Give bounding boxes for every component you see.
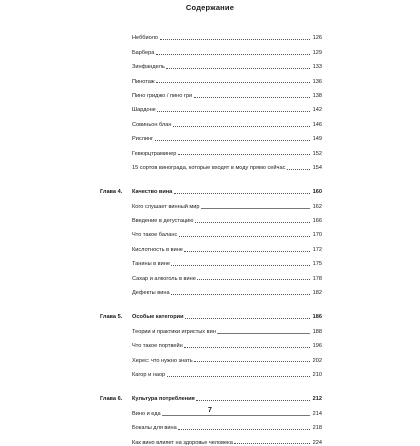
toc-chapter-title: Особые категории [132,314,184,321]
toc-entry-page: 175 [312,261,322,268]
page-number: 7 [208,407,212,414]
toc-entry-title: Как вино влияет на здоровье человека [132,439,233,446]
toc-leader [217,333,309,334]
toc-entry [100,85,322,99]
toc-entry-title: Кислотность в вине [132,246,183,253]
toc-leader [174,193,310,194]
toc-leader [173,126,310,127]
toc-leader [184,251,309,252]
toc-chapter-page: 212 [312,396,322,403]
toc-leader [178,154,310,155]
toc-leader [171,265,309,266]
toc-leader [201,208,309,209]
toc-entry-page: 146 [312,121,322,128]
toc-entry-page: 142 [312,107,322,114]
toc-entry [100,238,322,252]
toc-entry [100,417,322,431]
toc-entry [100,431,322,445]
toc-entry-title: Сахар и алкоголь в вине [132,275,196,282]
toc-entry-title: Что такое портвейн [132,343,183,350]
toc-entry-title: Неббиоло [132,35,159,42]
toc-chapter-gap [100,296,322,306]
toc-entry [100,364,322,378]
toc-entry-page: 166 [312,218,322,225]
toc-entry [100,320,322,334]
toc-entry-page: 182 [312,290,322,297]
toc-entry-title: Дефекты вина [132,290,170,297]
toc-entry-page: 172 [312,246,322,253]
toc-entry-title: Зинфандель [132,64,165,71]
toc-entry [100,142,322,156]
toc-leader [167,376,310,377]
toc-entry-title: Пино гриджо / пино гри [132,92,193,99]
toc-leader [194,97,310,98]
toc-entry-page: 218 [312,425,322,432]
toc-entry-title: Пинотаж [132,78,155,85]
toc-entry-page: 170 [312,232,322,239]
toc-chapter-gap [100,378,322,388]
toc-entry [100,224,322,238]
toc-entry-title: Вино и еда [132,410,161,417]
toc-entry-page: 178 [312,275,322,282]
toc-leader [195,222,310,223]
toc-chapter-label: Глава 5. [100,314,123,321]
toc-chapter-label: Глава 6. [100,396,123,403]
toc-entry-page: 154 [312,164,322,171]
toc-entry [100,282,322,296]
toc-entry-title: Херес: что нужно знать [132,357,193,364]
toc-entry-page: 188 [312,328,322,335]
toc-leader [171,294,309,295]
toc-entry-page: 210 [312,371,322,378]
toc-entry-page: 196 [312,343,322,350]
toc-chapter-heading [100,388,322,402]
toc-entry [100,267,322,281]
page-title: Содержание [185,3,235,12]
toc-entry-page: 224 [312,439,322,446]
toc-leader [160,39,310,40]
toc-entry-page: 136 [312,78,322,85]
toc-leader [194,361,309,362]
toc-chapter-title: Качество вина [132,189,173,196]
toc-entry-title: 15 сортов винограда, которые входят в моду прямо сейчас [132,164,286,171]
toc-entry-page: 149 [312,136,322,143]
toc-entry [100,70,322,84]
toc-entry-title: Кого слушает винный мир [132,203,200,210]
toc-entry [100,41,322,55]
toc-section-intro [100,27,322,171]
toc-leader [178,429,309,430]
toc-leader [156,54,310,55]
toc-entry [100,99,322,113]
toc-leader [185,318,309,319]
toc-entry-page: 162 [312,203,322,210]
toc-entry-page: 152 [312,150,322,157]
toc-chapter-page: 186 [312,314,322,321]
toc-entry [100,157,322,171]
toc-leader [166,68,309,69]
toc-entry-title: Бокалы для вина [132,425,177,432]
toc-leader [162,415,309,416]
toc-entry-page: 126 [312,35,322,42]
toc-entry-page: 129 [312,49,322,56]
toc-entry [100,27,322,41]
toc-entry [100,113,322,127]
toc-chapter-title: Культура потребления [132,396,195,403]
toc-entry-title: Танины в вине [132,261,170,268]
toc-leader [234,443,309,444]
toc-entry [100,56,322,70]
toc-chapter-label: Глава 4. [100,189,123,196]
toc-leader [155,140,310,141]
toc-entry [100,349,322,363]
toc-entry-title: Совиньон блан [132,121,172,128]
toc-entry-title: Что такое баланс [132,232,178,239]
toc-entry [100,195,322,209]
toc-leader [197,279,309,280]
toc-entry-title: Гевюрцтраминер [132,150,177,157]
toc-entry-title: Введение в дегустацию [132,218,194,225]
toc-leader [156,82,309,83]
toc-entry [100,128,322,142]
toc-entry [100,335,322,349]
toc-entry-page: 202 [312,357,322,364]
toc-chapter-page: 160 [312,189,322,196]
toc-leader [184,347,309,348]
toc-chapters [100,171,322,446]
toc-leader [196,400,309,401]
toc-chapter-heading [100,181,322,195]
toc-entry-title: Рислинг [132,136,154,143]
toc-entry-title: Кагор и нaор [132,371,166,378]
toc-entry [100,210,322,224]
toc-entry-title: Шардоне [132,107,156,114]
toc-leader [157,111,309,112]
table-of-contents [100,27,322,446]
toc-entry-page: 214 [312,410,322,417]
toc-entry-page: 133 [312,64,322,71]
toc-chapter-heading [100,306,322,320]
toc-chapter-gap [100,171,322,181]
toc-entry-page: 138 [312,92,322,99]
toc-leader [179,236,310,237]
toc-entry-title: Теории и практики игристых вин [132,328,216,335]
toc-entry [100,253,322,267]
toc-leader [287,169,310,170]
toc-entry-title: Барбера [132,49,155,56]
